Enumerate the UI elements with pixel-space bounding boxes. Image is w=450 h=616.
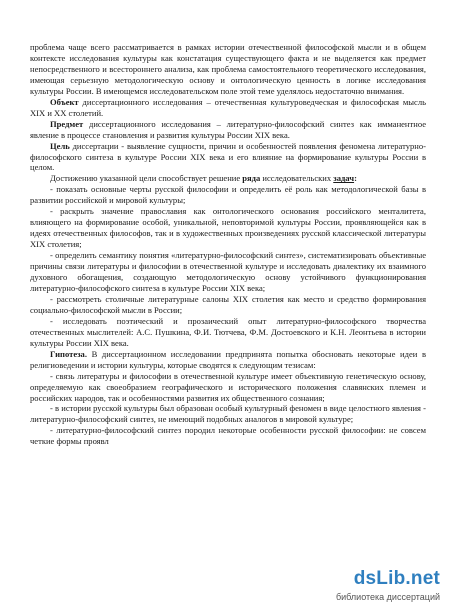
subject-label: Предмет [50,118,84,129]
subject-text: диссертационного исследования – литературно-философский синтез как имманентное явление в процессе становления и развития культуры России XIX века. [30,118,426,140]
object-paragraph [30,97,426,119]
hypothesis-text: В диссертационном исследовании предпринята попытка обосновать некоторые идеи в религиоведении и истории культуры, которые сводятся к следующим тезисам: [30,348,426,370]
tasks-intro-paragraph [30,173,426,184]
tasks-intro-bold: ряда [242,173,261,184]
task-item-1: - показать основные черты русской философии и определить её роль как методологической базы в развитии российской и мировой культуры; [30,184,426,206]
task-item-4: - рассмотреть столичные литературные салоны XIX столетия как место и средство формирования социально-философской мысли в России; [30,293,426,315]
thesis-item-2: - в истории русской культуры был образован особый культурный феномен в виде целостного явления - литературно-философский синтез, не имеющий подобных аналогов в мировой культуре; [30,403,426,425]
goal-label: Цель [50,140,70,151]
dslib-logo-tld: .net [405,568,440,589]
intro-paragraph: проблема чаще всего рассматривается в рамках истории отечественной философской мысли и в общем контексте исследования культуры как констатация существующего факта и не выделяется как предмет непосредственного и всестороннего анализа, как проблема самостоятельного теоретического исследования, имеющая серьезную методологическую основу и онтологическую ценность в логике исследования культуры России. В имеющемся исследовательском поле этой теме уделялось недостаточно внимания. [30,42,426,96]
object-text: диссертационного исследования – отечественная культуроведческая и философская мысль XIX и XX столетий. [30,96,426,118]
tasks-label: задач [333,173,355,184]
dslib-logo-main: dsLib [353,568,406,589]
dslib-watermark [322,568,440,608]
subject-paragraph [30,119,426,141]
hypothesis-paragraph [30,349,426,371]
dslib-logo [354,568,440,590]
document-body [30,42,426,447]
task-item-3: - определить семантику понятия «литературно-философский синтез», систематизировать объективные причины связи литературы и философии в отечественной культуре и исследовать диалектику их взаимного духовного обогащения, создающую методологическую основу устойчивого функционирования литературно-философского синтеза в культуре России XIX века; [30,250,426,293]
dslib-subtitle: библиотека диссертаций [335,592,440,602]
tasks-colon: : [354,173,357,184]
task-item-5: - исследовать поэтический и прозаический опыт литературно-философского творчества отечественных мыслителей: А.С. Пушкина, Ф.И. Тютчева, Ф.М. Достоевского и К.Н. Леонтьева в истории культуры России XIX века. [30,315,426,348]
hypothesis-label: Гипотеза. [50,348,87,359]
task-item-2: - раскрыть значение православия как онтологического основания российского менталитета, влияющего на формирование особой, уникальной, неповторимой культуры России, проявляющейся как в идеях отечественных философов, так и в художественных произведениях русской классической литературы XIX столетия; [30,206,426,250]
object-label: Объект [50,96,79,107]
thesis-item-3: - литературно-философский синтез породил некоторые особенности русской философии: не совсем четкие формы проявл [30,425,426,447]
tasks-intro-before: Достижению указанной цели способствует решение [50,173,243,184]
tasks-intro-after: исследовательских [260,173,334,184]
goal-paragraph [30,141,426,174]
goal-text: диссертации - выявление сущности, причин и особенностей появления феномена литературно-философского синтеза в культуре России XIX века и его влияние на формирование культуры России в целом. [30,140,426,173]
thesis-item-1: - связь литературы и философии в отечественной культуре имеет объективную генетическую основу, определяемую как своеобразием географического и исторического положения славянских племен и российских народов, так и особенностями развития их общественного сознания; [30,370,426,403]
